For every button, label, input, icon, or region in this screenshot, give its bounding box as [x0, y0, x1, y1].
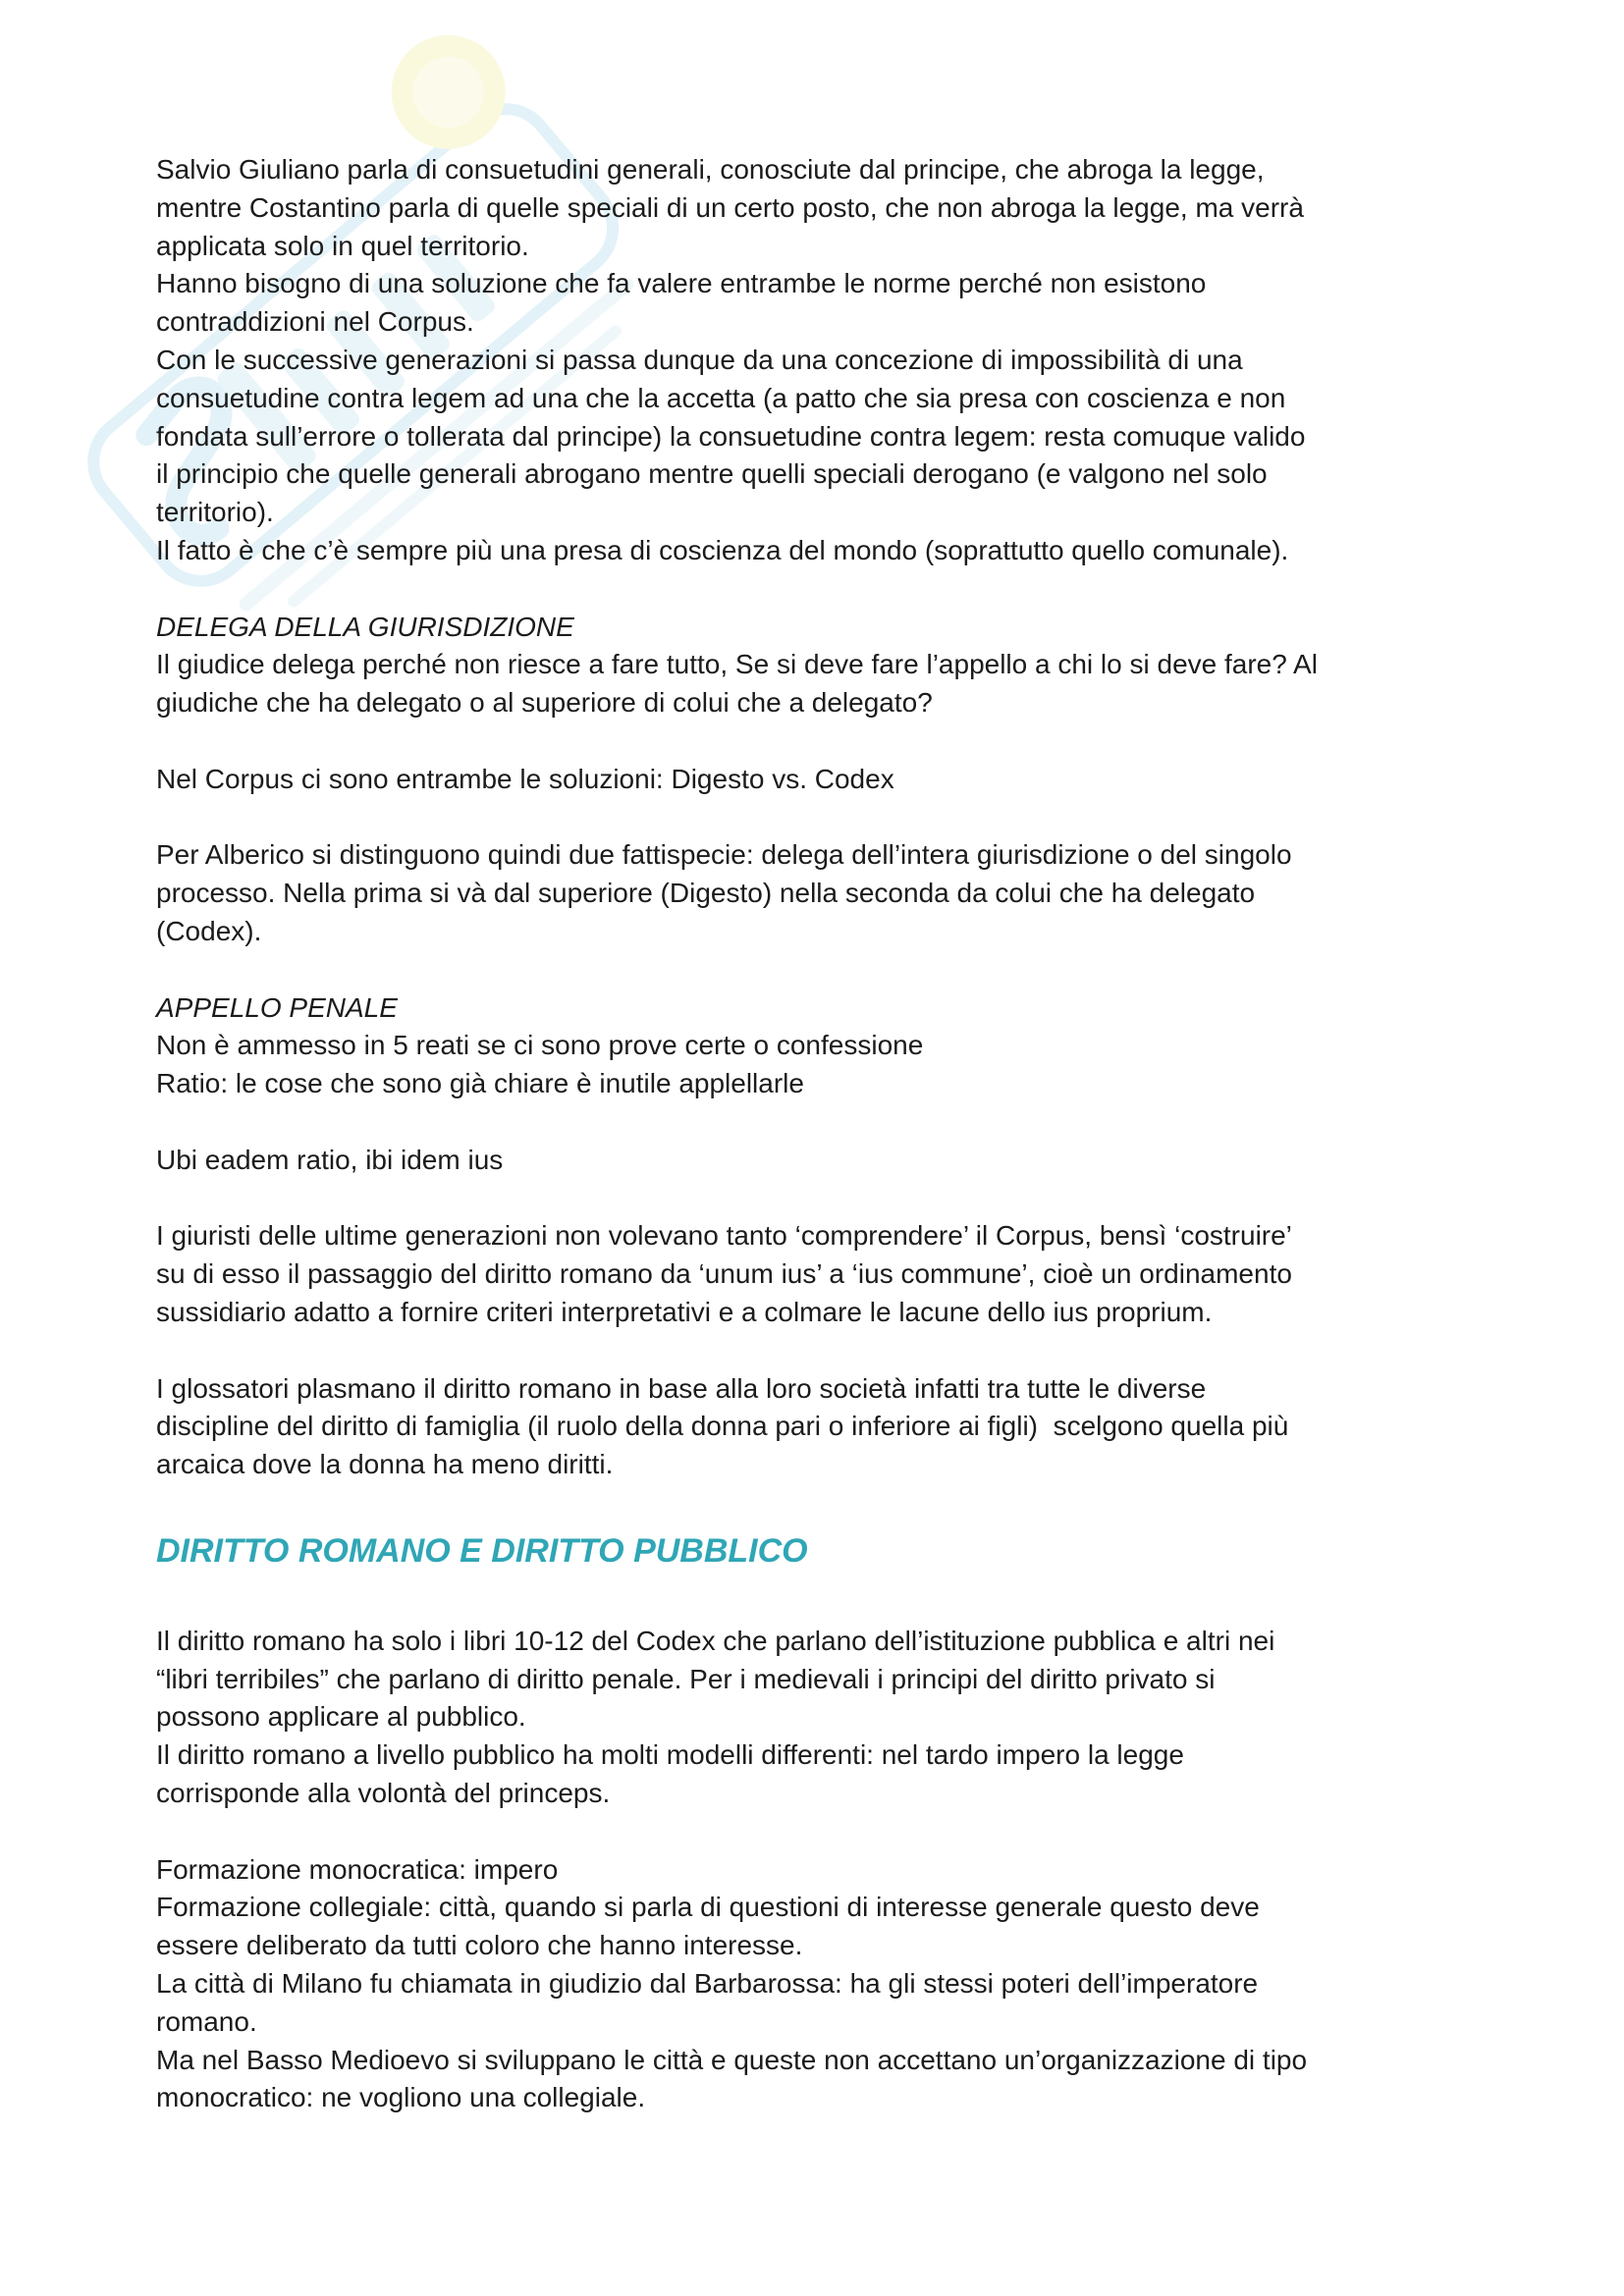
text-line: Salvio Giuliano parla di consuetudini generali, conosciute dal principe, che abroga la legge, — [156, 154, 1265, 185]
paragraph-maxim — [156, 1142, 1550, 1180]
section-heading: DIRITTO ROMANO E DIRITTO PUBBLICO — [156, 1531, 808, 1570]
paragraph-glossatori — [156, 1370, 1550, 1484]
subheading-appello: APPELLO PENALE — [156, 991, 398, 1023]
text-line: Il giudice delega perché non riesce a fare tutto, Se si deve fare l’appello a chi lo si deve fare? Al — [156, 649, 1318, 680]
text-line: possono applicare al pubblico. — [156, 1701, 526, 1733]
text-line: Formazione collegiale: città, quando si parla di questioni di interesse generale questo deve — [156, 1892, 1260, 1923]
text-line: mentre Costantino parla di quelle speciali di un certo posto, che non abroga la legge, ma verrà — [156, 191, 1304, 223]
text-line: sussidiario adatto a fornire criteri interpretativi e a colmare le lacune dello ius proprium. — [156, 1296, 1213, 1327]
text-line: Nel Corpus ci sono entrambe le soluzioni: Digesto vs. Codex — [156, 763, 894, 794]
text-line: contraddizioni nel Corpus. — [156, 306, 474, 338]
text-line: Per Alberico si distinguono quindi due fattispecie: delega dell’intera giurisdizione o del singolo — [156, 839, 1292, 871]
text-line: il principio che quelle generali abrogano mentre quelli speciali derogano (e valgono nel solo — [156, 458, 1268, 490]
text-line: applicata solo in quel territorio. — [156, 230, 529, 261]
text-line: fondata sull’errore o tollerata dal principe) la consuetudine contra legem: resta comuque valido — [156, 420, 1306, 452]
text-line: Ratio: le cose che sono già chiare è inutile applellarle — [156, 1068, 804, 1099]
text-line: Non è ammesso in 5 reati se ci sono prove certe o confessione — [156, 1030, 924, 1061]
text-line: giudiche che ha delegato o al superiore di colui che a delegato? — [156, 687, 933, 719]
paragraph-corpus — [156, 761, 1550, 799]
document-body — [156, 151, 1550, 2117]
text-line: Formazione monocratica: impero — [156, 1853, 559, 1885]
section-delega — [156, 609, 1550, 722]
text-line: Ma nel Basso Medioevo si sviluppano le città e queste non accettano un’organizzazione di tipo — [156, 2044, 1308, 2075]
text-line: arcaica dove la donna ha meno diritti. — [156, 1449, 614, 1480]
maxim-line: Ubi eadem ratio, ibi idem ius — [156, 1144, 504, 1175]
text-line: Il diritto romano a livello pubblico ha molti modelli differenti: nel tardo impero la legge — [156, 1739, 1184, 1771]
text-line: romano. — [156, 2005, 257, 2037]
subheading-delega: DELEGA DELLA GIURISDIZIONE — [156, 611, 574, 642]
text-line: “libri terribiles” che parlano di diritto penale. Per i medievali i principi del diritto privato si — [156, 1663, 1216, 1694]
paragraph-consuetudine — [156, 151, 1550, 570]
text-line: su di esso il passaggio del diritto romano da ‘unum ius’ a ‘ius commune’, cioè un ordinamento — [156, 1258, 1292, 1290]
text-line: essere deliberato da tutti coloro che hanno interesse. — [156, 1930, 803, 1961]
text-line: monocratico: ne vogliono una collegiale. — [156, 2082, 646, 2113]
text-line: corrisponde alla volontà del princeps. — [156, 1778, 611, 1809]
text-line: (Codex). — [156, 915, 262, 946]
text-line: Il diritto romano ha solo i libri 10-12 del Codex che parlano dell’istituzione pubblica e altri nei — [156, 1625, 1275, 1656]
text-line: I glossatori plasmano il diritto romano in base alla loro società infatti tra tutte le diverse — [156, 1372, 1207, 1404]
paragraph-giuristi — [156, 1217, 1550, 1331]
paragraph-pubblico-intro — [156, 1623, 1550, 1813]
text-line: processo. Nella prima si và dal superiore (Digesto) nella seconda da colui che ha delegato — [156, 878, 1256, 909]
paragraph-formazione — [156, 1851, 1550, 2118]
text-line: discipline del diritto di famiglia (il ruolo della donna pari o inferiore ai figli) scelgono quella più — [156, 1411, 1289, 1442]
paragraph-alberico — [156, 836, 1550, 950]
text-line: consuetudine contra legem ad una che la accetta (a patto che sia presa con coscienza e non — [156, 382, 1286, 413]
section-appello — [156, 989, 1550, 1103]
text-line: I giuristi delle ultime generazioni non volevano tanto ‘comprendere’ il Corpus, bensì ‘costruire’ — [156, 1220, 1292, 1252]
text-line: territorio). — [156, 497, 274, 528]
text-line: Il fatto è che c’è sempre più una presa di coscienza del mondo (soprattutto quello comunale). — [156, 534, 1289, 565]
text-line: Con le successive generazioni si passa dunque da una concezione di impossibilità di una — [156, 344, 1243, 375]
text-line: Hanno bisogno di una soluzione che fa valere entrambe le norme perché non esistono — [156, 268, 1207, 299]
text-line: La città di Milano fu chiamata in giudizio dal Barbarossa: ha gli stessi poteri dell’imperatore — [156, 1968, 1259, 2000]
